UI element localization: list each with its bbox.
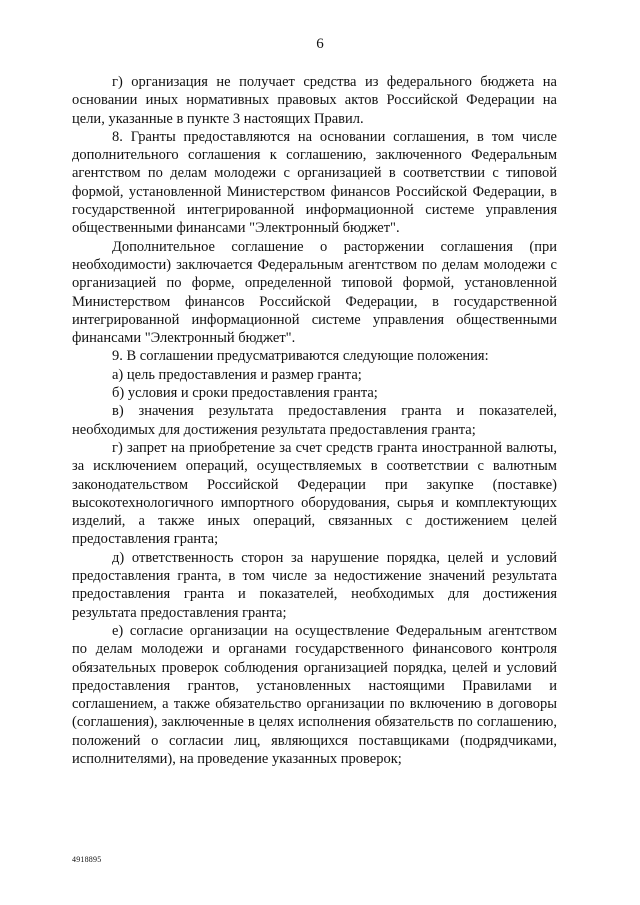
paragraph-b-conditions: б) условия и сроки предоставления гранта; [112, 385, 378, 402]
paragraph-v-results: в) значения результата предоставления гранта и показателей, необходимых для достижения результата предоставления гранта; [72, 403, 557, 438]
page-number: 6 [316, 36, 324, 52]
document-body [72, 73, 557, 768]
paragraph-g-funding: г) организация не получает средства из федерального бюджета на основании иных нормативных правовых актов Российской Федерации на цели, указанные в пункте 3 настоящих Правил. [72, 74, 557, 127]
paragraph-9-provisions: 9. В соглашении предусматриваются следующие положения: [112, 348, 489, 365]
paragraph-g-currency-ban: г) запрет на приобретение за счет средств гранта иностранной валюты, за исключением операций, осуществляемых в соответствии с валютным законодательством Российской Федерации при закупке (поставке) высокотехнологичного импортного оборудования, сырья и комплектующих изделий, а также иных операций, связанных с достижением целей предоставления гранта; [72, 439, 557, 548]
document-code: 4918895 [72, 855, 102, 864]
paragraph-d-liability: д) ответственность сторон за нарушение порядка, целей и условий предоставления гранта, в том числе за недостижение значений результата предоставления гранта и показателей, необходимых для достижения результата предоставления гранта; [72, 549, 557, 621]
paragraph-a-goal: а) цель предоставления и размер гранта; [112, 366, 362, 383]
paragraph-8-grants-basis: 8. Гранты предоставляются на основании соглашения, в том числе дополнительного соглашения к соглашению, заключенного Федеральным агентством по делам молодежи с организацией в соответствии с типовой формой, установленной Министерством финансов Российской Федерации, в государственной интегрированной информационной системе управления общественными финансами "Электронный бюджет". [72, 128, 557, 237]
paragraph-e-consent: е) согласие организации на осуществление Федеральным агентством по делам молодежи и органами государственного финансового контроля обязательных проверок соблюдения организацией порядка, целей и условий предоставления грантов, установленных настоящими Правилами и соглашением, а также обязательство организации по включению в договоры (соглашения), заключенные в целях исполнения обязательств по соглашению, положений о согласии лиц, являющихся поставщиками (подрядчиками, исполнителями), на проведение указанных проверок; [72, 622, 557, 767]
paragraph-additional-agreement: Дополнительное соглашение о расторжении соглашения (при необходимости) заключается Федеральным агентством по делам молодежи с организацией по форме, определенной типовой формой, установленной Министерством финансов Российской Федерации, в государственной интегрированной информационной системе управления общественными финансами "Электронный бюджет". [72, 238, 557, 347]
